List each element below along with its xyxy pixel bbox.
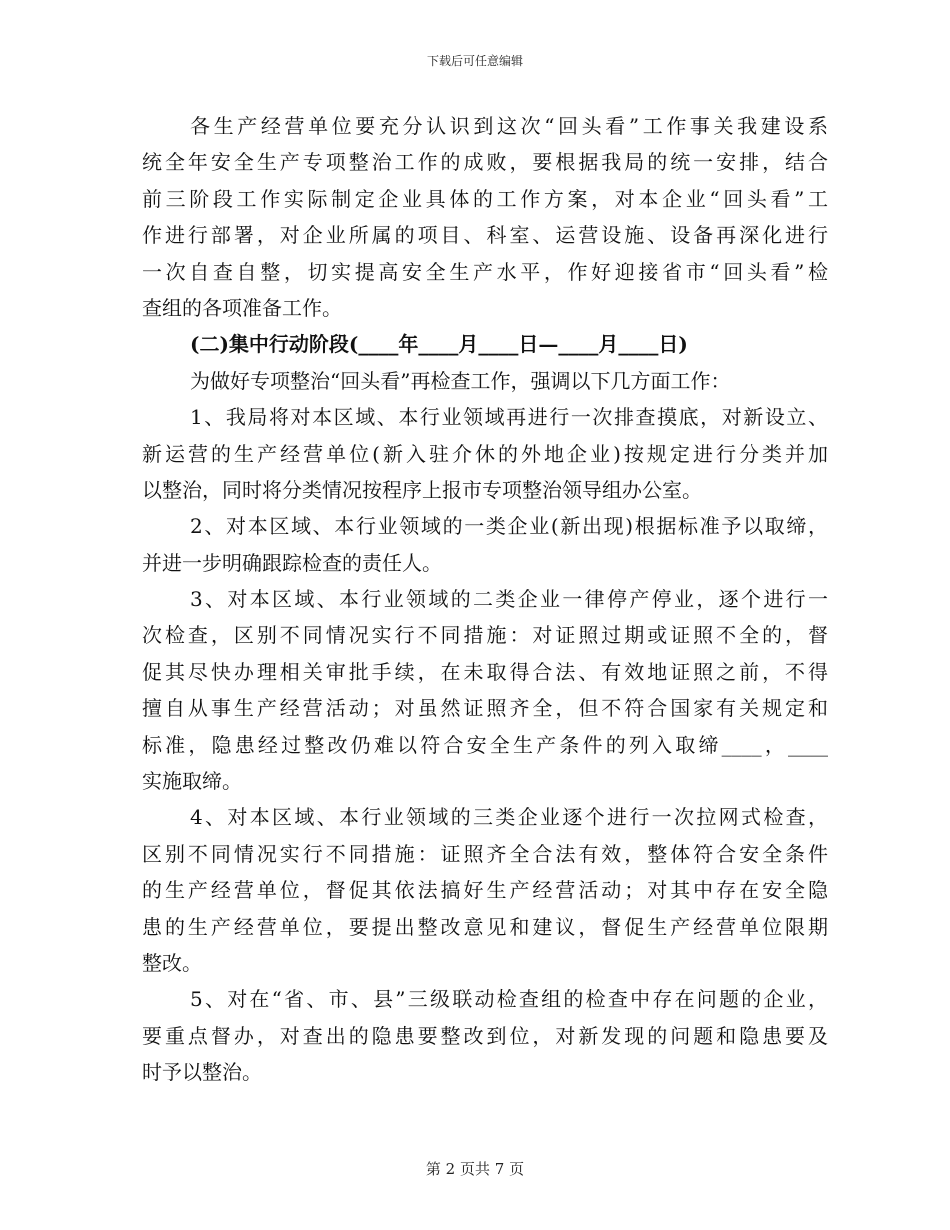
page-header: 下载后可任意编辑 [426, 54, 523, 68]
text-line: 区别不同情况实行不同措施：证照齐全合法有效，整体符合安全条件 [142, 841, 828, 866]
list-item-2 [142, 508, 828, 581]
text-line: 标准，隐患经过整改仍难以符合安全生产条件的列入取缔____，____ [142, 732, 828, 757]
text-line: 擅自从事生产经营活动；对虽然证照齐全，但不符合国家有关规定和 [142, 696, 828, 721]
page-footer: 第 2 页共 7 页 [425, 1160, 525, 1178]
text-line: 整改。 [142, 950, 202, 975]
text-line: 2、对本区域、本行业领域的一类企业(新出现)根据标准予以取缔， [190, 514, 828, 539]
text-line: 前三阶段工作实际制定企业具体的工作方案，对本企业“回头看”工 [142, 186, 828, 211]
paragraph-intro [142, 108, 828, 326]
text-line: 一次自查自整，切实提高安全生产水平，作好迎接省市“回头看”检 [142, 259, 828, 284]
list-item-5 [142, 981, 828, 1090]
text-line: 并进一步明确跟踪检查的责任人。 [142, 550, 442, 575]
text-line: 统全年安全生产专项整治工作的成败，要根据我局的统一安排，结合 [142, 150, 828, 175]
document-body [142, 108, 828, 1091]
text-line: 实施取缔。 [142, 769, 242, 794]
text-line: 各生产经营单位要充分认识到这次“回头看”工作事关我建设系 [190, 114, 828, 138]
text-line: 作进行部署，对企业所属的项目、科室、运营设施、设备再深化进行 [142, 223, 828, 248]
text-line: 的生产经营单位，督促其依法搞好生产经营活动；对其中存在安全隐 [142, 878, 828, 903]
text-line: 4、对本区域、本行业领域的三类企业逐个进行一次拉网式检查， [190, 805, 828, 830]
list-item-1 [142, 399, 828, 508]
text-line: 患的生产经营单位，要提出整改意见和建议，督促生产经营单位限期 [142, 914, 828, 939]
text-line: 促其尽快办理相关审批手续，在未取得合法、有效地证照之前，不得 [142, 659, 828, 684]
text-line: 以整治，同时将分类情况按程序上报市专项整治领导组办公室。 [142, 477, 702, 502]
text-line: 次检查，区别不同情况实行不同措施：对证照过期或证照不全的，督 [142, 623, 828, 648]
text-line: 5、对在“省、市、县”三级联动检查组的检查中存在问题的企业， [190, 987, 828, 1012]
list-item-4 [142, 799, 828, 981]
text-line: 要重点督办，对查出的隐患要整改到位，对新发现的问题和隐患要及 [142, 1023, 828, 1048]
text-line: 时予以整治。 [142, 1060, 262, 1085]
text-line: 新运营的生产经营单位(新入驻介休的外地企业)按规定进行分类并加 [142, 441, 828, 466]
text-line: 3、对本区域、本行业领域的二类企业一律停产停业，逐个进行一 [190, 587, 828, 612]
list-item-3 [142, 581, 828, 799]
text-line: 1、我局将对本区域、本行业领域再进行一次排查摸底，对新设立、 [190, 405, 828, 430]
paragraph-lead: 为做好专项整治“回头看”再检查工作，强调以下几方面工作： [190, 368, 731, 393]
text-line: 查组的各项准备工作。 [142, 295, 342, 320]
section-heading: (二)集中行动阶段(____年____月____日—____月____日) [190, 332, 688, 357]
